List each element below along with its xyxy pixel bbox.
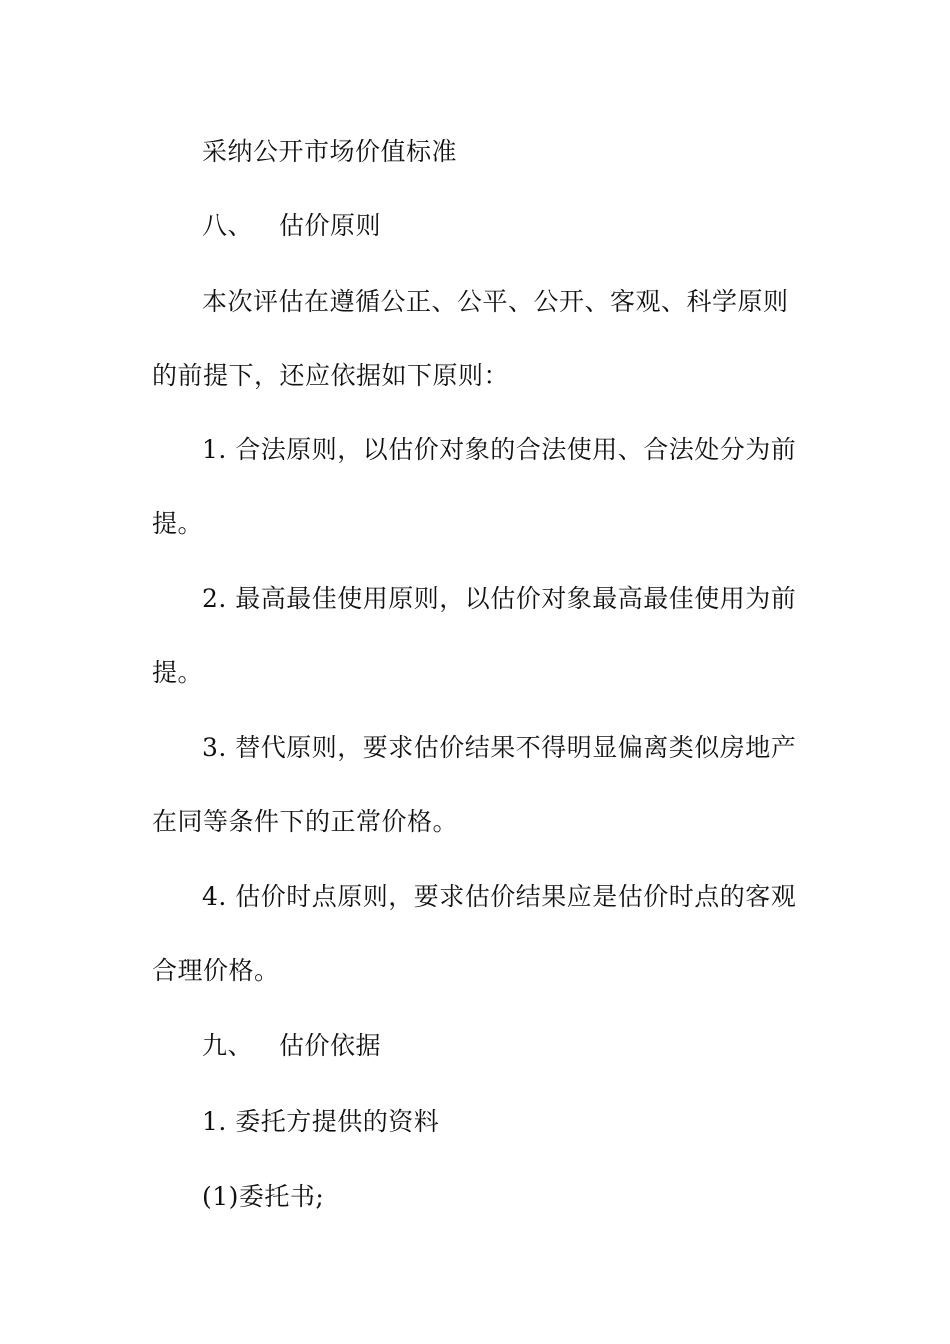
list-item-4-continued: 合理价格。 (152, 956, 280, 985)
list-item-1: 1. 合法原则，以估价对象的合法使用、合法处分为前 (202, 435, 797, 464)
paragraph-standard: 采纳公开市场价值标准 (202, 137, 458, 166)
section-heading-8 (202, 209, 381, 243)
section-heading-9 (202, 1029, 381, 1063)
list-item-2: 2. 最高最佳使用原则，以估价对象最高最佳使用为前 (202, 584, 797, 613)
list-item-1-continued: 提。 (152, 509, 204, 538)
list-item-4: 4. 估价时点原则，要求估价结果应是估价时点的客观 (202, 882, 797, 911)
section-title: 估价依据 (279, 1031, 382, 1060)
section-number: 九、 (202, 1031, 254, 1060)
list-item-2-continued: 提。 (152, 658, 204, 687)
list-item-sub-1: (1)委托书; (202, 1182, 325, 1211)
paragraph-line: 的前提下，还应依据如下原则： (152, 361, 510, 390)
list-item-3: 3. 替代原则，要求估价结果不得明显偏离类似房地产 (202, 733, 797, 762)
list-item-3-continued: 在同等条件下的正常价格。 (152, 807, 459, 836)
section-number: 八、 (202, 211, 254, 240)
subsection-heading: 1. 委托方提供的资料 (202, 1107, 440, 1136)
section-title: 估价原则 (279, 211, 382, 240)
paragraph-line: 本次评估在遵循公正、公平、公开、客观、科学原则 (202, 287, 789, 316)
